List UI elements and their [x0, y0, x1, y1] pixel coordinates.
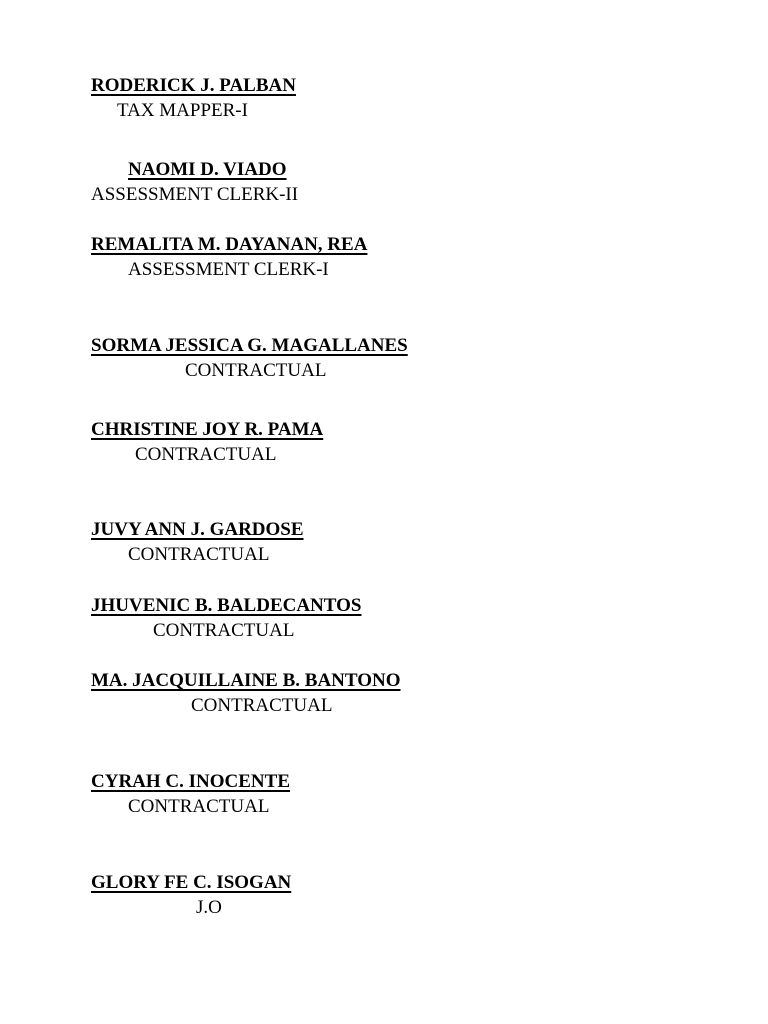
staff-position: ASSESSMENT CLERK-I	[128, 259, 329, 280]
staff-name: SORMA JESSICA G. MAGALLANES	[91, 335, 408, 356]
staff-name: GLORY FE C. ISOGAN	[91, 872, 292, 893]
staff-position: TAX MAPPER-I	[117, 100, 248, 121]
staff-name: REMALITA M. DAYANAN, REA	[91, 234, 368, 255]
staff-position: ASSESSMENT CLERK-II	[91, 184, 299, 205]
staff-name: JHUVENIC B. BALDECANTOS	[91, 595, 362, 616]
staff-position: CONTRACTUAL	[128, 796, 270, 817]
staff-position: CONTRACTUAL	[153, 620, 295, 641]
staff-position: CONTRACTUAL	[185, 360, 327, 381]
staff-name: MA. JACQUILLAINE B. BANTONO	[91, 670, 401, 691]
staff-position: CONTRACTUAL	[128, 544, 270, 565]
staff-name: NAOMI D. VIADO	[128, 159, 287, 180]
staff-position: J.O	[196, 897, 222, 918]
staff-name: RODERICK J. PALBAN	[91, 75, 296, 96]
staff-name: CYRAH C. INOCENTE	[91, 771, 290, 792]
staff-position: CONTRACTUAL	[135, 444, 277, 465]
staff-name: CHRISTINE JOY R. PAMA	[91, 419, 324, 440]
staff-position: CONTRACTUAL	[191, 695, 333, 716]
staff-name: JUVY ANN J. GARDOSE	[91, 519, 304, 540]
